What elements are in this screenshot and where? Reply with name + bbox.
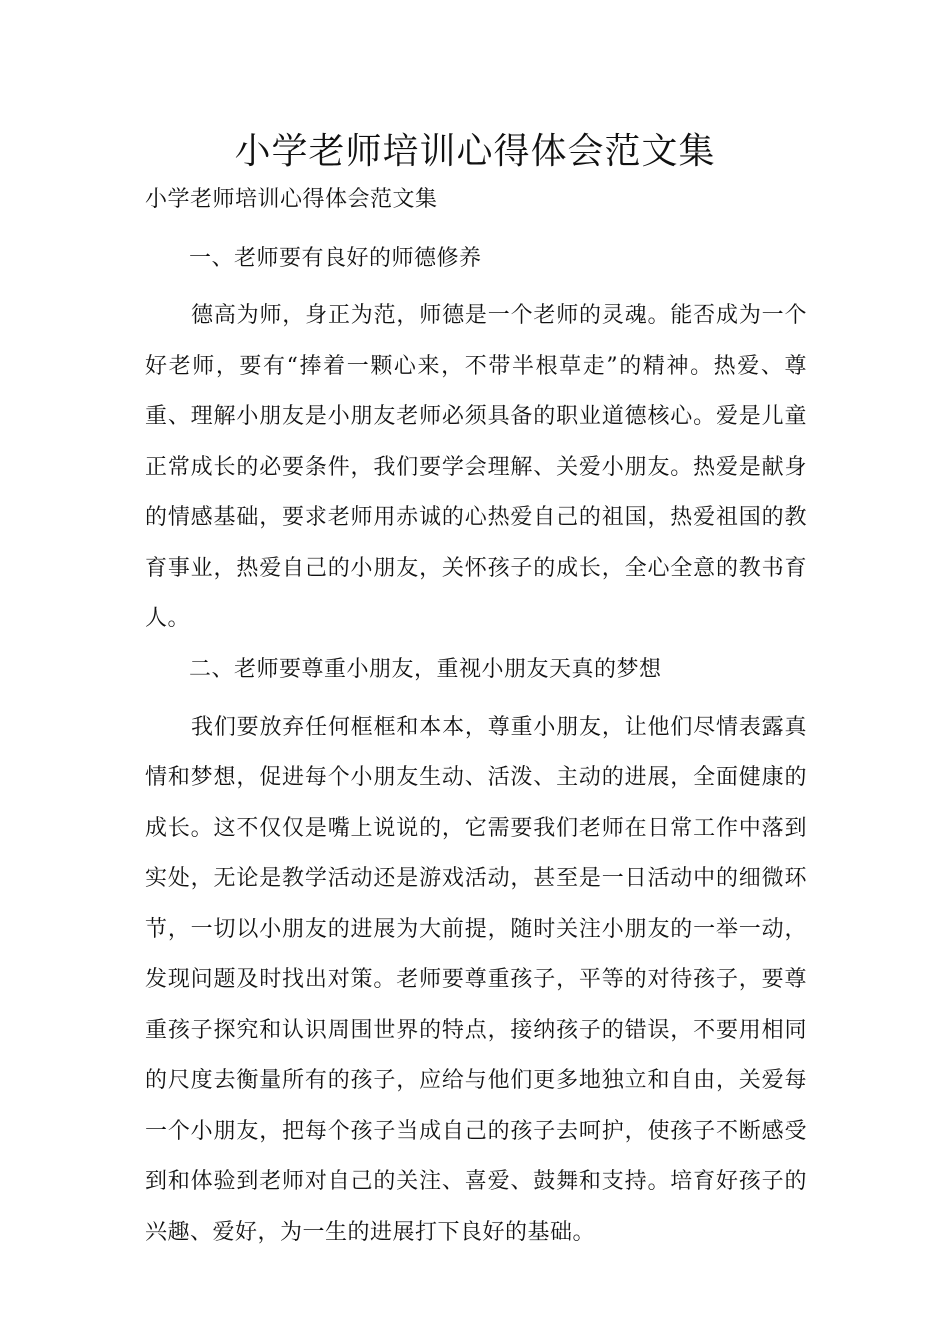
section-paragraph-1: 德高为师，身正为范，师德是一个老师的灵魂。能否成为一个好老师，要有“捧着一颗心来，不带半根草走”的精神。热爱、尊重、理解小朋友是小朋友老师必须具备的职业道德核心。爱是儿童正常成长的必要条件，我们要学会理解、关爱小朋友。热爱是献身的情感基础，要求老师用赤诚的心热爱自己的祖国，热爱祖国的教育事业，热爱自己的小朋友，关怀孩子的成长，全心全意的教书育人。 (145, 303, 807, 631)
section-paragraph-2: 我们要放弃任何框框和本本，尊重小朋友，让他们尽情表露真情和梦想，促进每个小朋友生动、活泼、主动的进展，全面健康的成长。这不仅仅是嘴上说说的，它需要我们老师在日常工作中落到实处，无论是教学活动还是游戏活动，甚至是一日活动中的细微环节，一切以小朋友的进展为大前提，随时关注小朋友的一举一动，发现问题及时找出对策。老师要尊重孩子，平等的对待孩子，要尊重孩子探究和认识周围世界的特点，接纳孩子的错误，不要用相同的尺度去衡量所有的孩子，应给与他们更多地独立和自由，关爱每一个小朋友，把每个孩子当成自己的孩子去呵护，使孩子不断感受到和体验到老师对自己的关注、喜爱、鼓舞和支持。培育好孩子的兴趣、爱好，为一生的进展打下良好的基础。 (145, 714, 807, 1245)
document-title: 小学老师培训心得体会范文集 (234, 131, 716, 172)
document-subtitle: 小学老师培训心得体会范文集 (145, 187, 438, 212)
document-body (145, 180, 807, 1258)
section-heading-1: 一、老师要有良好的师德修养 (189, 246, 482, 271)
section-heading-2: 二、老师要尊重小朋友，重视小朋友天真的梦想 (189, 656, 662, 682)
